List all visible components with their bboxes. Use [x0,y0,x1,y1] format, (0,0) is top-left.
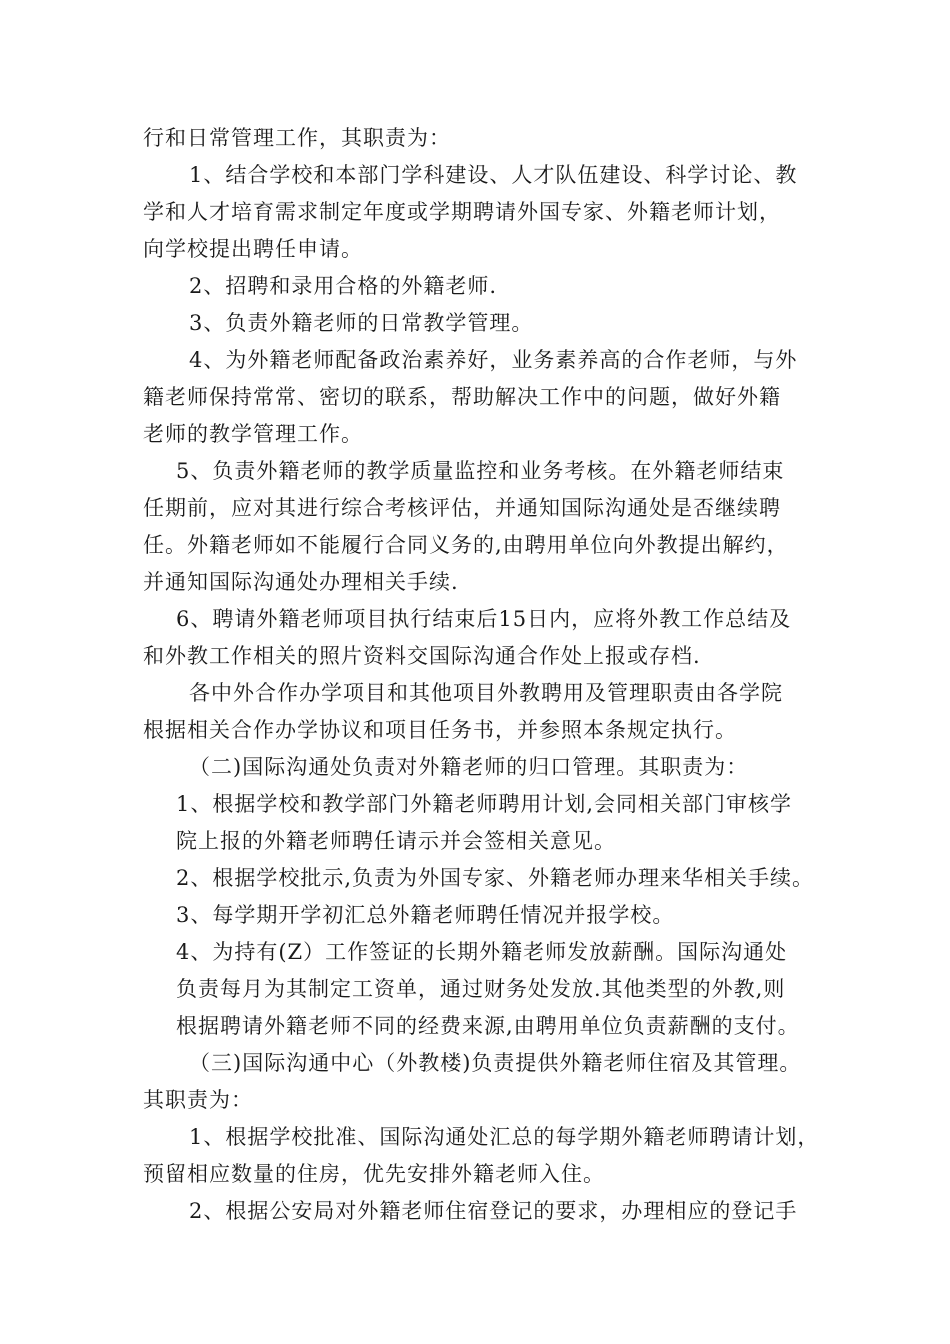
text-line: 根据聘请外籍老师不同的经费来源,由聘用单位负责薪酬的支付。 [176,1014,800,1038]
text-line: 负责每月为其制定工资单，通过财务处发放.其他类型的外教,则 [176,977,786,1001]
text-line: 各中外合作办学项目和其他项目外教聘用及管理职责由各学院 [189,681,783,705]
text-line: 籍老师保持常常、密切的联系，帮助解决工作中的问题，做好外籍 [143,385,781,409]
text-line: 5、负责外籍老师的教学质量监控和业务考核。在外籍老师结束 [176,459,785,483]
text-line: 老师的教学管理工作。 [143,422,363,446]
text-line: 任期前，应对其进行综合考核评估，并通知国际沟通处是否继续聘 [143,496,781,520]
text-line: 3、每学期开学初汇总外籍老师聘任情况并报学校。 [176,903,675,927]
text-line: 1、根据学校批准、国际沟通处汇总的每学期外籍老师聘请计划， [189,1125,820,1149]
section-heading: （二)国际沟通处负责对外籍老师的归口管理。其职责为： [189,755,749,779]
text-line: 2、根据学校批示,负责为外国专家、外籍老师办理来华相关手续。 [176,866,815,890]
text-line: 4、为持有(Z）工作签证的长期外籍老师发放薪酬。国际沟通处 [176,940,788,964]
text-line: 根据相关合作办学协议和项目任务书，并参照本条规定执行。 [143,718,737,742]
text-line: 2、招聘和录用合格的外籍老师. [189,274,498,298]
text-line: 学和人才培育需求制定年度或学期聘请外国专家、外籍老师计划， [143,200,781,224]
text-line: 行和日常管理工作，其职责为： [143,126,451,150]
text-line: 1、根据学校和教学部门外籍老师聘用计划,会同相关部门审核学 [176,792,793,816]
text-line: 预留相应数量的住房，优先安排外籍老师入住。 [143,1162,605,1186]
text-line: 6、聘请外籍老师项目执行结束后15日内，应将外教工作总结及 [176,607,792,631]
text-line: 和外教工作相关的照片资料交国际沟通合作处上报或存档. [143,644,701,668]
text-line: 3、负责外籍老师的日常教学管理。 [189,311,534,335]
text-line: 4、为外籍老师配备政治素养好，业务素养高的合作老师，与外 [189,348,798,372]
text-line: 其职责为： [143,1088,253,1112]
section-heading: （三)国际沟通中心（外教楼)负责提供外籍老师住宿及其管理。 [189,1051,802,1075]
text-line: 2、根据公安局对外籍老师住宿登记的要求，办理相应的登记手 [189,1199,798,1223]
text-line: 院上报的外籍老师聘任请示并会签相关意见。 [176,829,616,853]
text-line: 并通知国际沟通处办理相关手续. [143,570,459,594]
text-line: 向学校提出聘任申请。 [143,237,363,261]
text-line: 1、结合学校和本部门学科建设、人才队伍建设、科学讨论、教 [189,163,798,187]
text-line: 任。外籍老师如不能履行合同义务的,由聘用单位向外教提出解约， [143,533,789,557]
